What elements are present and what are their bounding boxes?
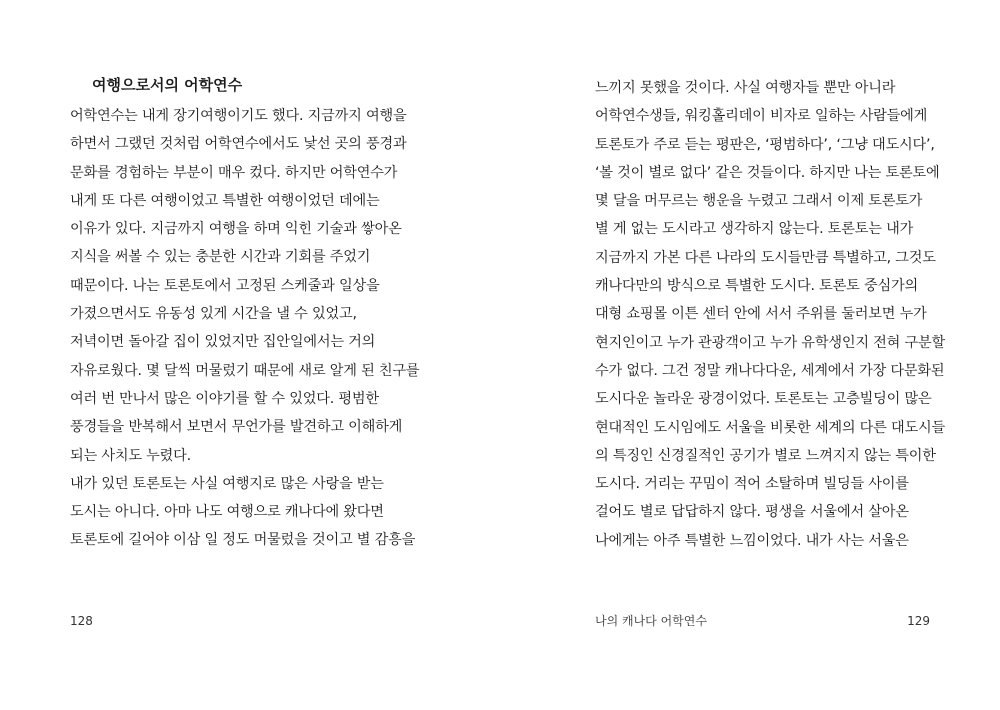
text-line: 걸어도 별로 답답하지 않다. 평생을 서울에서 살아온 bbox=[595, 504, 909, 521]
page-number-right: 129 bbox=[907, 614, 930, 628]
text-line: 토론토에 길어야 이삼 일 정도 머물렀을 것이고 별 감흥을 bbox=[70, 532, 416, 549]
text-line: 의 특징인 신경질적인 공기가 별로 느껴지지 않는 특이한 bbox=[595, 447, 936, 464]
text-line: 별 게 없는 도시라고 생각하지 않는다. 토론토는 내가 bbox=[595, 221, 914, 238]
text-line: ‘볼 것이 별로 없다’ 같은 것들이다. 하지만 나는 토론토에 bbox=[595, 164, 940, 181]
text-line: 내게 또 다른 여행이었고 특별한 여행이었던 데에는 bbox=[70, 192, 380, 209]
text-line: 지식을 써볼 수 있는 충분한 시간과 기회를 주었기 bbox=[70, 249, 371, 266]
text-line: 하면서 그랬던 것처럼 어학연수에서도 낯선 곳의 풍경과 bbox=[70, 136, 407, 153]
running-title: 나의 캐나다 어학연수 bbox=[595, 614, 707, 628]
text-line: 대형 쇼핑몰 이튼 센터 안에 서서 주위를 둘러보면 누가 bbox=[595, 306, 927, 323]
page-number-left: 128 bbox=[70, 614, 93, 628]
text-line: 문화를 경험하는 부분이 매우 컸다. 하지만 어학연수가 bbox=[70, 164, 398, 181]
text-line: 나에게는 아주 특별한 느낌이었다. 내가 사는 서울은 bbox=[595, 532, 909, 549]
text-line: 저녁이면 돌아갈 집이 있었지만 집안일에서는 거의 bbox=[70, 334, 376, 351]
section-heading: 여행으로서의 어학연수 bbox=[92, 76, 243, 94]
left-body-text bbox=[70, 102, 419, 555]
text-line: 어학연수는 내게 장기여행이기도 했다. 지금까지 여행을 bbox=[70, 108, 407, 124]
text-line: 느끼지 못했을 것이다. 사실 여행자들 뿐만 아니라 bbox=[595, 80, 896, 96]
text-line: 현지인이고 누가 관광객이고 누가 유학생인지 전혀 구분할 bbox=[595, 334, 945, 351]
text-line: 캐나다만의 방식으로 특별한 도시다. 토론토 중심가의 bbox=[595, 278, 918, 295]
text-line: 풍경들을 반복해서 보면서 무언가를 발견하고 이해하게 bbox=[70, 419, 403, 436]
text-line: 여러 번 만나서 많은 이야기를 할 수 있었다. 평범한 bbox=[70, 390, 379, 407]
text-line: 이유가 있다. 지금까지 여행을 하며 익힌 기술과 쌓아온 bbox=[70, 221, 402, 238]
text-line: 내가 있던 토론토는 사실 여행지로 많은 사랑을 받는 bbox=[70, 475, 384, 492]
text-line: 가졌으면서도 유동성 있게 시간을 낼 수 있었고, bbox=[70, 306, 357, 323]
text-line: 도시는 아니다. 아마 나도 여행으로 캐나다에 왔다면 bbox=[70, 504, 384, 521]
text-line: 자유로웠다. 몇 달씩 머물렀기 때문에 새로 알게 된 친구를 bbox=[70, 362, 420, 379]
text-line: 몇 달을 머무르는 행운을 누렸고 그래서 이제 토론토가 bbox=[595, 193, 923, 210]
text-line: 수가 없다. 그건 정말 캐나다다운, 세계에서 가장 다문화된 bbox=[595, 362, 945, 379]
text-line: 지금까지 가본 다른 나라의 도시들만큼 특별하고, 그것도 bbox=[595, 249, 936, 266]
right-page bbox=[500, 0, 1000, 710]
text-line: 현대적인 도시임에도 서울을 비롯한 세계의 다른 대도시들 bbox=[595, 419, 945, 436]
right-body-text bbox=[595, 74, 945, 555]
text-line: 도시다운 놀라운 광경이었다. 토론토는 고층빌딩이 많은 bbox=[595, 391, 932, 408]
text-line: 도시다. 거리는 꾸밈이 적어 소탈하며 빌딩들 사이를 bbox=[595, 476, 909, 493]
text-line: 되는 사치도 누렸다. bbox=[70, 447, 191, 464]
text-line: 토론토가 주로 듣는 평판은, ‘평범하다’, ‘그냥 대도시다’, bbox=[595, 136, 935, 153]
text-line: 때문이다. 나는 토론토에서 고정된 스케줄과 일상을 bbox=[70, 277, 380, 294]
text-line: 어학연수생들, 워킹홀리데이 비자로 일하는 사람들에게 bbox=[595, 108, 928, 125]
